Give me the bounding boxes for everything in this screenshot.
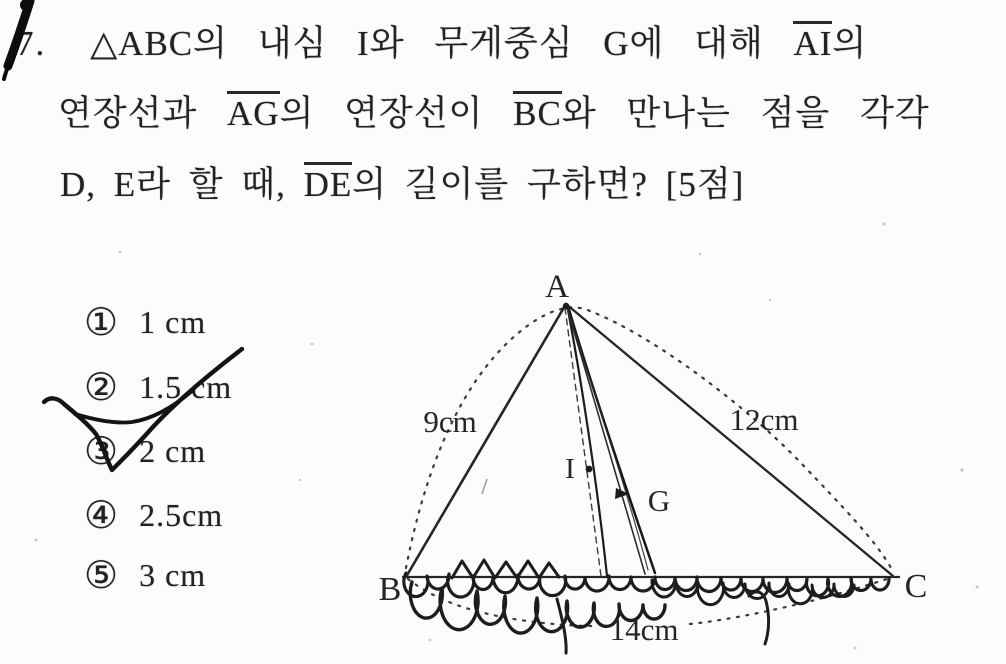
vertex-label-C: C [904,568,928,605]
overline-AG: AG [227,91,280,133]
choice-5-circle: ⑤ [84,553,119,597]
incenter-label: I [565,453,575,485]
question-text-segment: 와 만나는 점을 각각 [561,94,930,133]
question-text-segment: D, E라 할 때, [60,165,304,204]
question-text-segment: 의 연장선이 [279,94,514,133]
pen-slash-question-number [4,0,32,79]
pen-check-mark [44,349,242,473]
incenter-dot [586,466,593,473]
side-length-AC: 12cm [729,402,799,437]
cevian-AE-pen-2 [567,305,648,570]
scan-noise [35,119,979,650]
question-text-segment: 의 길이를 구하면? [5점] [352,165,745,204]
choice-1-label: 1 cm [139,303,207,340]
dotted-arc-top [406,307,891,568]
cevian-AE-printed [566,304,645,574]
cevian-AD-pen [567,305,607,576]
choice-4-label: 2.5cm [139,496,224,533]
choice-4-circle: ④ [84,493,119,537]
overline-AI: AI [793,21,832,63]
choice-3-label: 2 cm [139,432,207,469]
choice-3-circle: ③ [84,429,119,473]
cevian-AD-dashed [565,308,601,576]
cevian-AE-pen [568,306,655,573]
question-text-segment: △ABC의 내심 I와 무게중심 G에 대해 [90,24,794,63]
triangle-side-AC [566,304,893,576]
vertex-label-A: A [545,269,569,305]
choice-1-circle: ① [84,300,119,344]
choice-2-label: 1.5 cm [139,368,233,405]
stray-pen-tick [482,479,487,494]
overline-BC: BC [513,91,562,133]
centroid-label: G [647,483,671,518]
question-text-segment: 의 [832,24,868,63]
overline-DE: DE [304,162,353,204]
vertex-label-B: B [378,571,402,608]
side-length-AB: 9cm [423,404,477,439]
triangle-side-AB [406,304,566,577]
choice-5-label: 3 cm [139,556,207,593]
question-number: 7. [16,24,47,63]
side-length-BC: 14cm [609,612,679,647]
question-text-segment: 연장선과 [58,94,227,133]
choice-2-circle: ② [84,365,119,409]
